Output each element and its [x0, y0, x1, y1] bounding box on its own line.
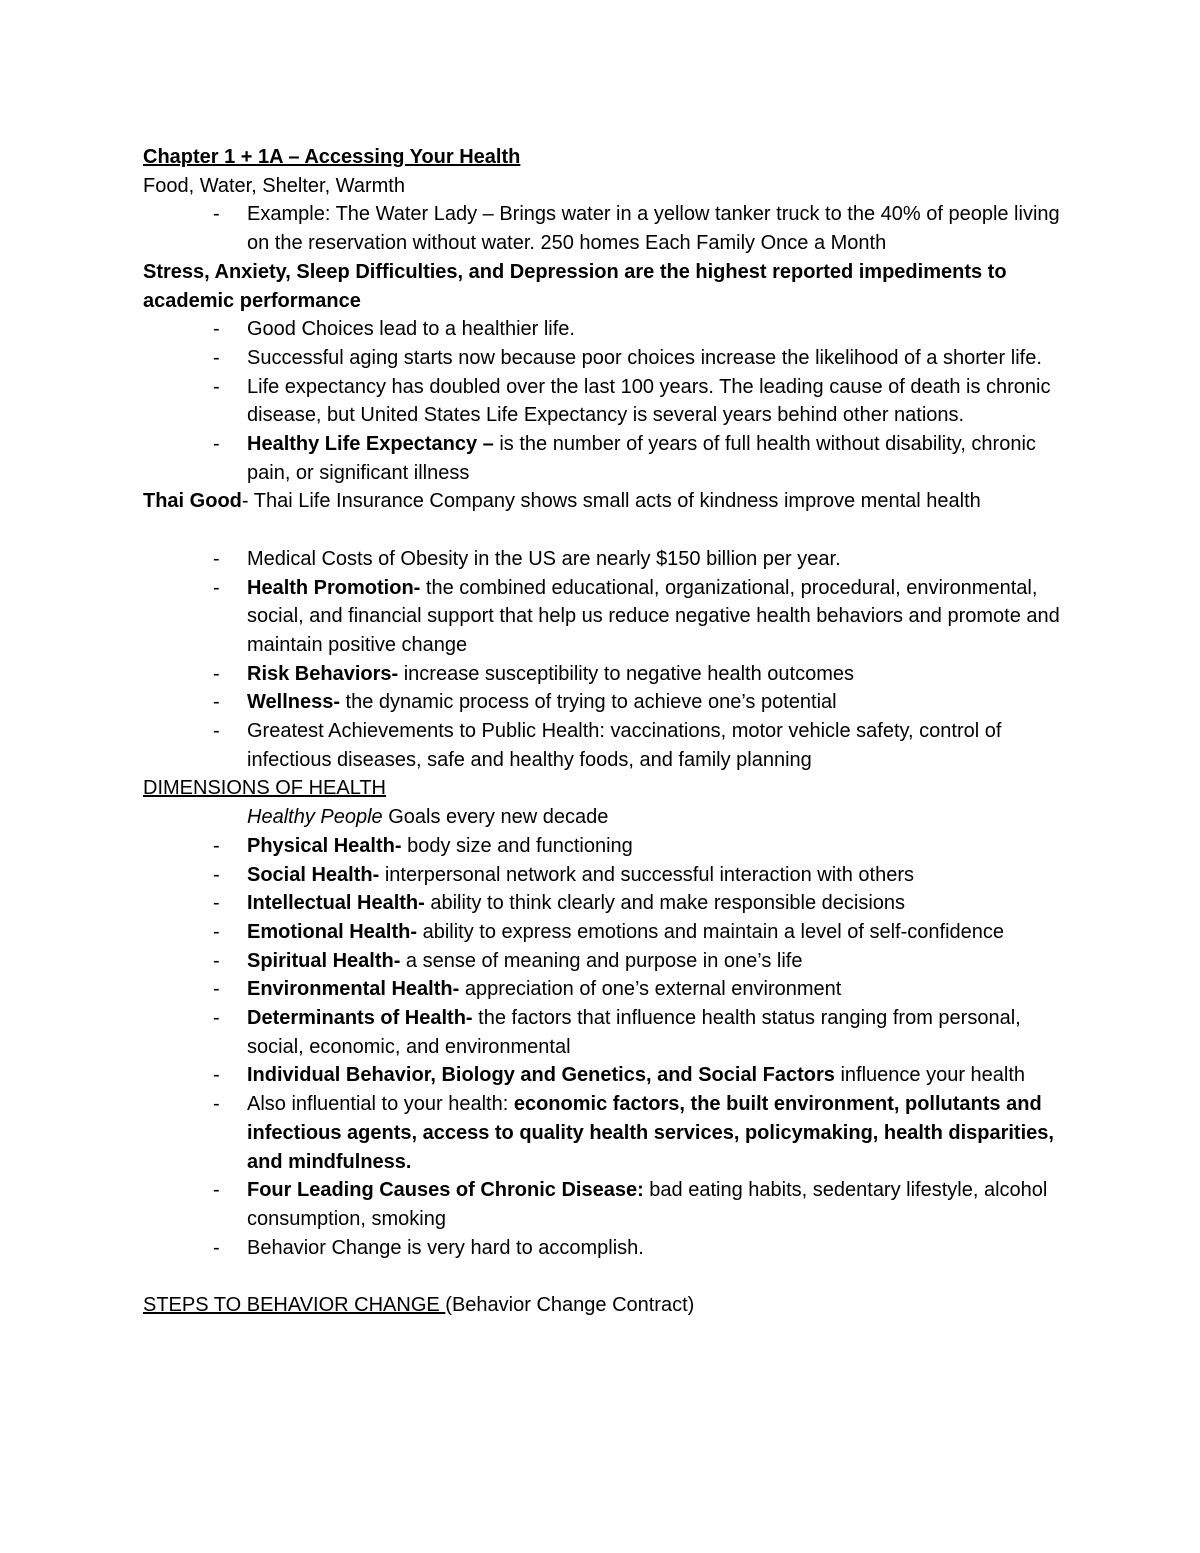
- item-term: Social Health-: [247, 863, 380, 886]
- bullet-dash: -: [213, 318, 220, 341]
- list-item: [143, 344, 1067, 373]
- item-term: Risk Behaviors-: [247, 662, 399, 685]
- list-item: [143, 660, 1067, 689]
- steps-heading: [143, 1291, 1100, 1320]
- item-term: Healthy Life Expectancy –: [247, 433, 494, 456]
- list-item: [143, 1090, 1067, 1176]
- item-term: Four Leading Causes of Chronic Disease:: [247, 1179, 644, 1202]
- bullet-dash: -: [213, 691, 220, 714]
- bullet-dash: -: [213, 346, 220, 369]
- list-item: [143, 688, 1067, 717]
- item-term: economic factors, the built environment, pollutants and infectious agents, access to quality health services, policymaking, health disparities, and mindfulness.: [247, 1093, 1054, 1173]
- item-term: Physical Health-: [247, 834, 402, 857]
- item-term: Spiritual Health-: [247, 949, 401, 972]
- bullet-dash: -: [213, 576, 220, 599]
- bullet-dash: -: [213, 834, 220, 857]
- list-item: [143, 1176, 1067, 1233]
- list-item: [143, 832, 1067, 861]
- item-prefix: Also influential to your health:: [247, 1093, 514, 1116]
- item-text: interpersonal network and successful interaction with others: [379, 863, 914, 886]
- item-text: the combined educational, organizational, procedural, environmental, social, and financial support that help us reduce negative health behaviors and promote and maintain positive change: [247, 576, 1060, 656]
- item-text: is the number of years of full health without disability, chronic pain, or significant illness: [247, 433, 1036, 484]
- bullet-dash: -: [213, 720, 220, 743]
- bullet-dash: -: [213, 1179, 220, 1202]
- water-lady-example: Example: The Water Lady – Brings water in a yellow tanker truck to the 40% of people living on the reservation without water. 250 homes Each Family Once a Month: [247, 203, 1060, 255]
- bullet-dash: -: [213, 433, 220, 456]
- healthy-people-line: [143, 803, 1100, 832]
- dimensions-heading-text: DIMENSIONS OF HEALTH: [143, 777, 386, 800]
- item-text: appreciation of one’s external environment: [459, 978, 842, 1001]
- item-term: Emotional Health-: [247, 920, 418, 943]
- chapter-title-text: Chapter 1 + 1A – Accessing Your Health: [143, 146, 521, 168]
- list-item: [143, 947, 1067, 976]
- bullet-dash: -: [213, 1007, 220, 1030]
- item-text: ability to express emotions and maintain a level of self-confidence: [417, 920, 1004, 943]
- item-term: Wellness-: [247, 691, 340, 714]
- list-item: [143, 545, 1067, 574]
- bullet-dash: -: [213, 863, 220, 886]
- bullet-dash: -: [213, 1236, 220, 1259]
- bullet-dash: -: [213, 375, 220, 398]
- healthy-people-rest: Goals every new decade: [382, 806, 609, 829]
- thai-good-term: Thai Good: [143, 490, 242, 513]
- bullet-dash: -: [213, 547, 220, 570]
- item-text: Behavior Change is very hard to accomplish.: [247, 1236, 644, 1259]
- item-term: Health Promotion-: [247, 576, 421, 599]
- item-text: Life expectancy has doubled over the last 100 years. The leading cause of death is chronic disease, but United States Life Expectancy is several years behind other nations.: [247, 375, 1051, 427]
- list-item: [143, 861, 1067, 890]
- list-item: [143, 889, 1067, 918]
- bullet-dash: -: [213, 203, 220, 226]
- list-item: [143, 373, 1067, 430]
- list-item: [143, 315, 1067, 344]
- item-text: the dynamic process of trying to achieve one’s potential: [340, 691, 837, 714]
- spacer: [143, 516, 1100, 545]
- basic-needs: Food, Water, Shelter, Warmth: [143, 174, 405, 197]
- thai-good-text: - Thai Life Insurance Company shows small acts of kindness improve mental health: [241, 490, 981, 513]
- dimensions-heading: [143, 774, 1100, 803]
- item-text: the factors that influence health status ranging from personal, social, economic, and environmental: [247, 1007, 1021, 1058]
- thai-good-line: [143, 487, 1100, 516]
- list-item: [143, 918, 1107, 947]
- list-item: [143, 975, 1067, 1004]
- bullet-dash: -: [213, 949, 220, 972]
- steps-heading-rest: (Behavior Change Contract): [445, 1294, 695, 1317]
- dimensions-list: [143, 832, 1100, 1263]
- item-text: Greatest Achievements to Public Health: vaccinations, motor vehicle safety, control of infectious diseases, safe and healthy foods, and family planning: [247, 720, 1002, 771]
- item-text: body size and functioning: [401, 834, 633, 857]
- impediments-statement: Stress, Anxiety, Sleep Difficulties, and Depression are the highest reported impediments to academic performance: [143, 260, 1007, 312]
- bullet-dash: -: [213, 978, 220, 1001]
- list-item: [143, 1234, 1067, 1263]
- chapter-title: [143, 143, 1100, 172]
- list-item: [143, 430, 1067, 487]
- list-item: [143, 717, 1067, 774]
- list-item: [143, 1004, 1067, 1061]
- item-text: Successful aging starts now because poor choices increase the likelihood of a shorter life.: [247, 346, 1042, 369]
- item-term: Environmental Health-: [247, 978, 460, 1001]
- list-item: [143, 1061, 1067, 1090]
- item-text: bad eating habits, sedentary lifestyle, alcohol consumption, smoking: [247, 1179, 1048, 1230]
- item-text: Medical Costs of Obesity in the US are nearly $150 billion per year.: [247, 547, 841, 570]
- item-term: Determinants of Health-: [247, 1007, 473, 1030]
- list-item: [143, 574, 1067, 660]
- bullet-dash: -: [213, 892, 220, 915]
- section1-list: [143, 315, 1100, 487]
- item-text: Good Choices lead to a healthier life.: [247, 318, 575, 341]
- item-term: Individual Behavior, Biology and Genetics, and Social Factors: [247, 1064, 835, 1087]
- item-text: a sense of meaning and purpose in one’s life: [400, 949, 803, 972]
- bullet-dash: -: [213, 1093, 220, 1116]
- item-text: increase susceptibility to negative health outcomes: [398, 662, 854, 685]
- bullet-dash: -: [213, 920, 220, 943]
- bullet-dash: -: [213, 662, 220, 685]
- item-text: influence your health: [834, 1064, 1026, 1087]
- healthy-people-title: Healthy People: [247, 806, 383, 829]
- steps-heading-text: STEPS TO BEHAVIOR CHANGE: [143, 1294, 446, 1317]
- list-item: [143, 200, 1067, 257]
- spacer: [143, 1262, 1100, 1291]
- item-term: Intellectual Health-: [247, 892, 425, 915]
- section2-list: [143, 545, 1100, 775]
- item-text: ability to think clearly and make responsible decisions: [424, 892, 906, 915]
- bullet-dash: -: [213, 1064, 220, 1087]
